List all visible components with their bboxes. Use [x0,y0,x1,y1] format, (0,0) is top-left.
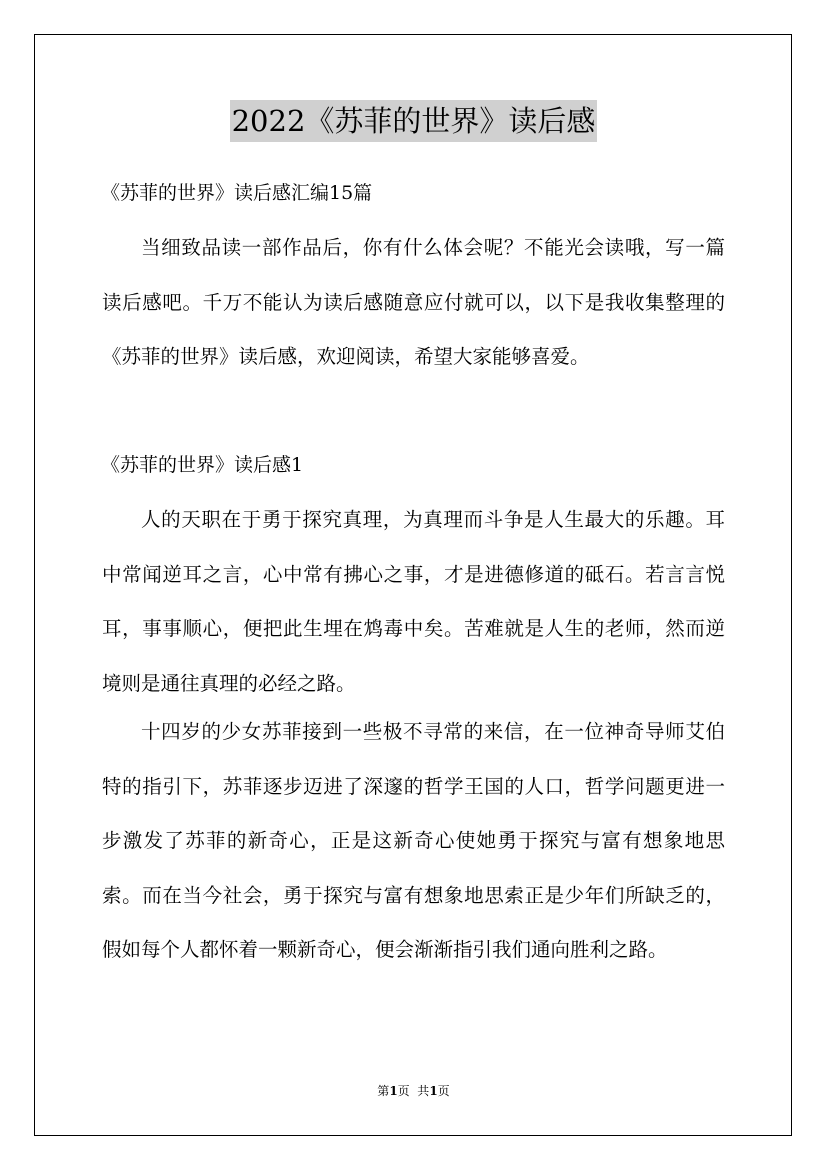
document-title: 2022《苏菲的世界》读后感 [230,100,598,142]
footer-mid: 页 共 [397,1084,430,1098]
document-subtitle: 《苏菲的世界》读后感汇编15篇 [101,182,373,204]
body-paragraph: 人的天职在于勇于探究真理，为真理而斗争是人生最大的乐趣。耳中常闻逆耳之言，心中常有拂心之事，才是进德修道的砥石。若言言悦耳，事事顺心，便把此生埋在鸩毒中矣。苦难就是人生的老师，然而逆境则是通往真理的必经之路。 [102,508,725,695]
body-paragraph: 十四岁的少女苏菲接到一些极不寻常的来信，在一位神奇导师艾伯特的指引下，苏菲逐步迈进了深邃的哲学王国的人口，哲学问题更进一步激发了苏菲的新奇心，正是这新奇心使她勇于探究与富有想象地思索。而在当今社会，勇于探究与富有想象地思索正是少年们所缺乏的，假如每个人都怀着一颗新奇心，便会渐渐指引我们通向胜利之路。 [102,720,725,961]
footer-total-pages: 1 [429,1084,438,1098]
footer-prefix: 第 [377,1084,390,1098]
page-footer [0,1082,827,1100]
intro-paragraph: 当细致品读一部作品后，你有什么体会呢？不能光会读哦，写一篇读后感吧。千万不能认为读后感随意应付就可以，以下是我收集整理的《苏菲的世界》读后感，欢迎阅读，希望大家能够喜爱。 [102,236,725,368]
title-container [0,100,827,142]
section-heading: 《苏菲的世界》读后感1 [101,454,304,476]
footer-suffix: 页 [437,1084,450,1098]
footer-page-number: 1 [389,1084,398,1098]
